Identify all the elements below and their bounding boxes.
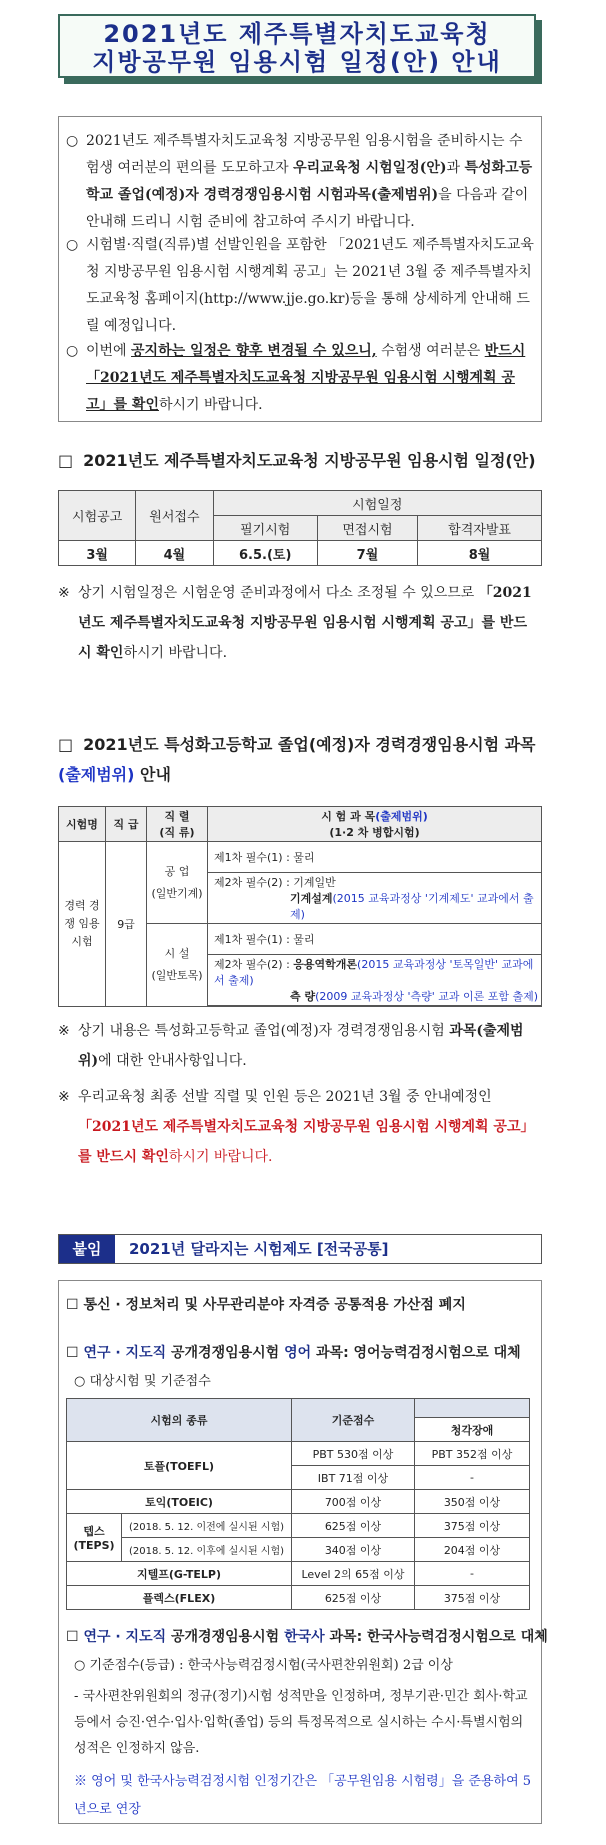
change-item-3-text: 공개경쟁임용시험 bbox=[166, 1629, 285, 1645]
english-scores-table bbox=[66, 1398, 530, 1610]
subject-row bbox=[208, 873, 542, 924]
exam-flex: 플렉스(FLEX) bbox=[67, 1586, 292, 1610]
header-subjects-line1: 시 험 과 목 bbox=[321, 810, 376, 823]
header-grade: 직 급 bbox=[106, 807, 147, 842]
subject-row-note: (2015 교육과정상 '기계제도' 교과에서 출제) bbox=[290, 892, 534, 921]
subject-row: 제1차 필수(1) : 물리 bbox=[208, 924, 542, 955]
change-item-2-subject: 영어 bbox=[284, 1345, 312, 1361]
score-cell: PBT 352점 이상 bbox=[415, 1442, 530, 1466]
score-cell: 375점 이상 bbox=[415, 1586, 530, 1610]
header-exam-schedule: 시험일정 bbox=[213, 491, 541, 516]
score-cell: 204점 이상 bbox=[415, 1538, 530, 1562]
final-note: ※ 영어 및 한국사능력검정시험 인정기간은 「공무원임용 시험령」을 준용하여 5년으로 연장 bbox=[74, 1774, 532, 1817]
change-item-2 bbox=[66, 1342, 521, 1362]
header-written: 필기시험 bbox=[213, 516, 317, 541]
schedule-title-text: 2021년도 제주특별자치도교육청 지방공무원 임용시험 일정(안) bbox=[83, 451, 536, 470]
exam-gtelp: 지텔프(G-TELP) bbox=[67, 1562, 292, 1586]
exam-toeic: 토익(TOEIC) bbox=[67, 1490, 292, 1514]
change-item-3 bbox=[66, 1626, 548, 1646]
change-item-3-subject: 한국사 bbox=[284, 1629, 325, 1645]
value-written: 6.5.(토) bbox=[213, 541, 317, 566]
value-interview: 7월 bbox=[317, 541, 417, 566]
subjects-title-text-2: 안내 bbox=[134, 765, 171, 784]
series-facility-name: 시 설 bbox=[164, 947, 190, 960]
intro-paragraph-3 bbox=[66, 338, 534, 419]
change-item-1 bbox=[66, 1294, 466, 1314]
header-subjects bbox=[208, 807, 542, 842]
reference-mark-icon: ※ bbox=[58, 1023, 70, 1039]
header-series-line2: (직 류) bbox=[159, 826, 195, 839]
score-cell: 350점 이상 bbox=[415, 1490, 530, 1514]
score-cell: - bbox=[415, 1562, 530, 1586]
score-cell: 700점 이상 bbox=[292, 1490, 415, 1514]
change-item-3-sub: ○ 기준점수(등급) : 한국사능력검정시험(국사편찬위원회) 2급 이상 bbox=[74, 1658, 453, 1673]
change-item-2-sub: ○ 대상시험 및 기준점수 bbox=[74, 1374, 211, 1389]
exam-name-cell: 경력 경쟁 임용 시험 bbox=[59, 842, 106, 1007]
reference-mark-icon: ※ bbox=[58, 585, 70, 601]
subjects-note-2 bbox=[58, 1082, 538, 1172]
value-announce: 3월 bbox=[59, 541, 136, 566]
subject-row-bold: 응용역학개론 bbox=[293, 958, 358, 971]
series-facility-type: (일반토목) bbox=[151, 969, 203, 982]
intro-p3-text-3: 하시기 바랍니다. bbox=[158, 397, 263, 413]
intro-p3-bold-change: 공지하는 일정은 향후 변경될 수 있으니, bbox=[131, 343, 377, 359]
subjects-note-1 bbox=[58, 1016, 538, 1076]
value-apply: 4월 bbox=[136, 541, 213, 566]
header-standard-score: 기준점수 bbox=[292, 1399, 415, 1442]
header-announce: 시험공고 bbox=[59, 491, 136, 541]
subject-row-note: (2015 교육과정상 '토목일반' 교과에서 출제) bbox=[214, 958, 534, 987]
subjects-title-text: 2021년도 특성화고등학교 졸업(예정)자 경력경쟁임용시험 과목 bbox=[83, 735, 536, 754]
title-banner-front bbox=[58, 14, 536, 78]
intro-p3-text-2: 수험생 여러분은 bbox=[376, 343, 485, 359]
schedule-note bbox=[58, 578, 538, 668]
score-cell: PBT 530점 이상 bbox=[292, 1442, 415, 1466]
header-interview: 면접시험 bbox=[317, 516, 417, 541]
score-cell: IBT 71점 이상 bbox=[292, 1466, 415, 1490]
series-facility bbox=[147, 924, 208, 1007]
header-apply: 원서접수 bbox=[136, 491, 213, 541]
intro-paragraph-2 bbox=[66, 232, 534, 340]
header-series-line1: 직 렬 bbox=[164, 810, 190, 823]
intro-p3-bold-confirm: 반드시 「2021년도 제주특별자치도교육청 지방공무원 임용시험 시행계획 공고」를 확인 bbox=[86, 343, 526, 413]
subject-row-text: 제2차 필수(2) : bbox=[214, 958, 294, 971]
square-bullet-icon: □ bbox=[58, 451, 74, 470]
exam-toefl: 토플(TOEFL) bbox=[67, 1442, 292, 1490]
change-item-2-text: 공개경쟁임용시험 bbox=[166, 1345, 285, 1361]
subject-row bbox=[208, 955, 542, 1006]
intro-p2-text: 시험별·직렬(직류)별 선발인원을 포함한 「2021년도 제주특별자치도교육청 지방공무원 임용시험 시행계획 공고」는 2021년 3월 중 제주특별자치도교육청 홈페이지(http://www.jje.go.kr)등을 통해 상세하게 안내해 드릴 예정입니다. bbox=[86, 237, 534, 334]
subject-row-bold: 측 량 bbox=[290, 990, 316, 1003]
subject-row-text: 제2차 필수(2) : 기계일반 bbox=[214, 876, 336, 889]
checkbox-square-icon: ☐ bbox=[66, 1629, 79, 1645]
intro-p1-bold-subjects: 특성화고등학교 졸업(예정)자 경력경쟁임용시험 시험과목(출제범위) bbox=[86, 160, 533, 203]
score-cell: Level 2의 65점 이상 bbox=[292, 1562, 415, 1586]
subject-row-note: (2009 교육과정상 '측량' 교과 이론 포함 출제) bbox=[315, 990, 539, 1003]
teps-period: (2018. 5. 12. 이후에 실시된 시험) bbox=[122, 1538, 292, 1562]
series-industrial bbox=[147, 842, 208, 924]
subjects-section-title bbox=[58, 730, 542, 790]
header-subjects-line2: (1·2 차 병합시험) bbox=[329, 826, 420, 839]
subject-row: 제1차 필수(1) : 물리 bbox=[208, 842, 542, 873]
square-bullet-icon: □ bbox=[58, 735, 74, 754]
header-exam-name: 시험명 bbox=[59, 807, 106, 842]
header-result: 합격자발표 bbox=[418, 516, 542, 541]
score-cell: 340점 이상 bbox=[292, 1538, 415, 1562]
subjects-note-1-text-2: 에 대한 안내사항입니다. bbox=[98, 1053, 247, 1069]
title-line-1: 2021년도 제주특별자치도교육청 bbox=[103, 20, 491, 48]
subjects-note-1-bold: 과목(출제범위) bbox=[78, 1023, 524, 1069]
teps-period: (2018. 5. 12. 이전에 실시된 시험) bbox=[122, 1514, 292, 1538]
subjects-note-2-bold: 「2021년도 제주특별자치도교육청 지방공무원 임용시험 시행계획 공고」를 반드시 확인 bbox=[78, 1119, 535, 1165]
header-hearing-impaired: 청각장애 bbox=[415, 1418, 530, 1442]
attachment-header bbox=[58, 1234, 542, 1264]
series-industrial-name: 공 업 bbox=[164, 864, 190, 878]
intro-p1-bold-schedule: 우리교육청 시험일정(안) bbox=[293, 160, 447, 176]
change-item-3-detail: - 국사편찬위원회의 정규(정기)시험 성적만을 인정하며, 정부기관·민간 회사·학교 등에서 승진·연수·입사·입학(졸업) 등의 특정목적으로 실시하는 수시·특별시험의 성적은 인정하지 않음. bbox=[74, 1689, 528, 1756]
change-item-1-text: 통신 · 정보처리 및 사무관리분야 자격증 공통적용 가산점 폐지 bbox=[83, 1297, 466, 1313]
circle-bullet-icon: ○ bbox=[66, 133, 79, 149]
score-cell: 375점 이상 bbox=[415, 1514, 530, 1538]
header-subjects-range: (출제범위) bbox=[375, 810, 428, 823]
exam-teps: 텝스 (TEPS) bbox=[67, 1514, 122, 1562]
change-item-2-text-2: 과목: 영어능력검정시험으로 대체 bbox=[311, 1345, 521, 1361]
change-item-3-text-2: 과목: 한국사능력검정시험으로 대체 bbox=[324, 1629, 548, 1645]
intro-paragraph-1 bbox=[66, 128, 534, 236]
subjects-note-1-text: 상기 내용은 특성화고등학교 졸업(예정)자 경력경쟁임용시험 bbox=[78, 1023, 450, 1039]
subject-row-bold: 기계설계 bbox=[290, 892, 333, 905]
header-series bbox=[147, 807, 208, 842]
subjects-table bbox=[58, 806, 542, 1007]
schedule-section-title bbox=[58, 448, 536, 471]
title-line-2: 지방공무원 임용시험 일정(안) 안내 bbox=[92, 48, 502, 76]
grade-cell: 9급 bbox=[106, 842, 147, 1007]
intro-p1-text-3: 을 다음과 같이 안내해 드리니 시험 준비에 참고하여 주시기 바랍니다. bbox=[86, 187, 529, 230]
score-cell: 625점 이상 bbox=[292, 1586, 415, 1610]
intro-p1-text: 2021년도 제주특별자치도교육청 지방공무원 임용시험을 준비하시는 수험생 여러분의 편의를 도모하고자 bbox=[86, 133, 523, 176]
intro-p3-text: 이번에 bbox=[86, 343, 132, 359]
change-item-2-target: 연구 · 지도직 bbox=[83, 1345, 167, 1361]
attachment-title: 2021년 달라지는 시험제도 [전국공통] bbox=[129, 1240, 389, 1258]
subjects-note-2-text: 우리교육청 최종 선발 직렬 및 인원 등은 2021년 3월 중 안내예정인 bbox=[78, 1089, 492, 1105]
header-exam-type: 시험의 종류 bbox=[67, 1399, 292, 1442]
schedule-note-text-2: 하시기 바랍니다. bbox=[123, 645, 228, 661]
schedule-table bbox=[58, 490, 542, 566]
checkbox-square-icon: ☐ bbox=[66, 1297, 79, 1313]
circle-bullet-icon: ○ bbox=[66, 343, 79, 359]
reference-mark-icon: ※ bbox=[58, 1089, 70, 1105]
subjects-note-2-text-2: 하시기 바랍니다. bbox=[168, 1149, 273, 1165]
attachment-tag: 붙임 bbox=[59, 1235, 115, 1263]
circle-bullet-icon: ○ bbox=[66, 237, 79, 253]
intro-p1-text-2: 과 bbox=[446, 160, 465, 176]
subjects-title-range: (출제범위) bbox=[58, 765, 135, 784]
schedule-note-text: 상기 시험일정은 시험운영 준비과정에서 다소 조정될 수 있으므로 bbox=[78, 585, 479, 601]
checkbox-square-icon: ☐ bbox=[66, 1345, 79, 1361]
title-banner bbox=[58, 14, 542, 84]
score-cell: - bbox=[415, 1466, 530, 1490]
value-result: 8월 bbox=[418, 541, 542, 566]
score-cell: 625점 이상 bbox=[292, 1514, 415, 1538]
series-industrial-type: (일반기계) bbox=[151, 886, 203, 900]
schedule-note-bold: 「2021년도 제주특별자치도교육청 지방공무원 임용시험 시행계획 공고」를 반드시 확인 bbox=[78, 585, 532, 661]
change-item-3-target: 연구 · 지도직 bbox=[83, 1629, 167, 1645]
